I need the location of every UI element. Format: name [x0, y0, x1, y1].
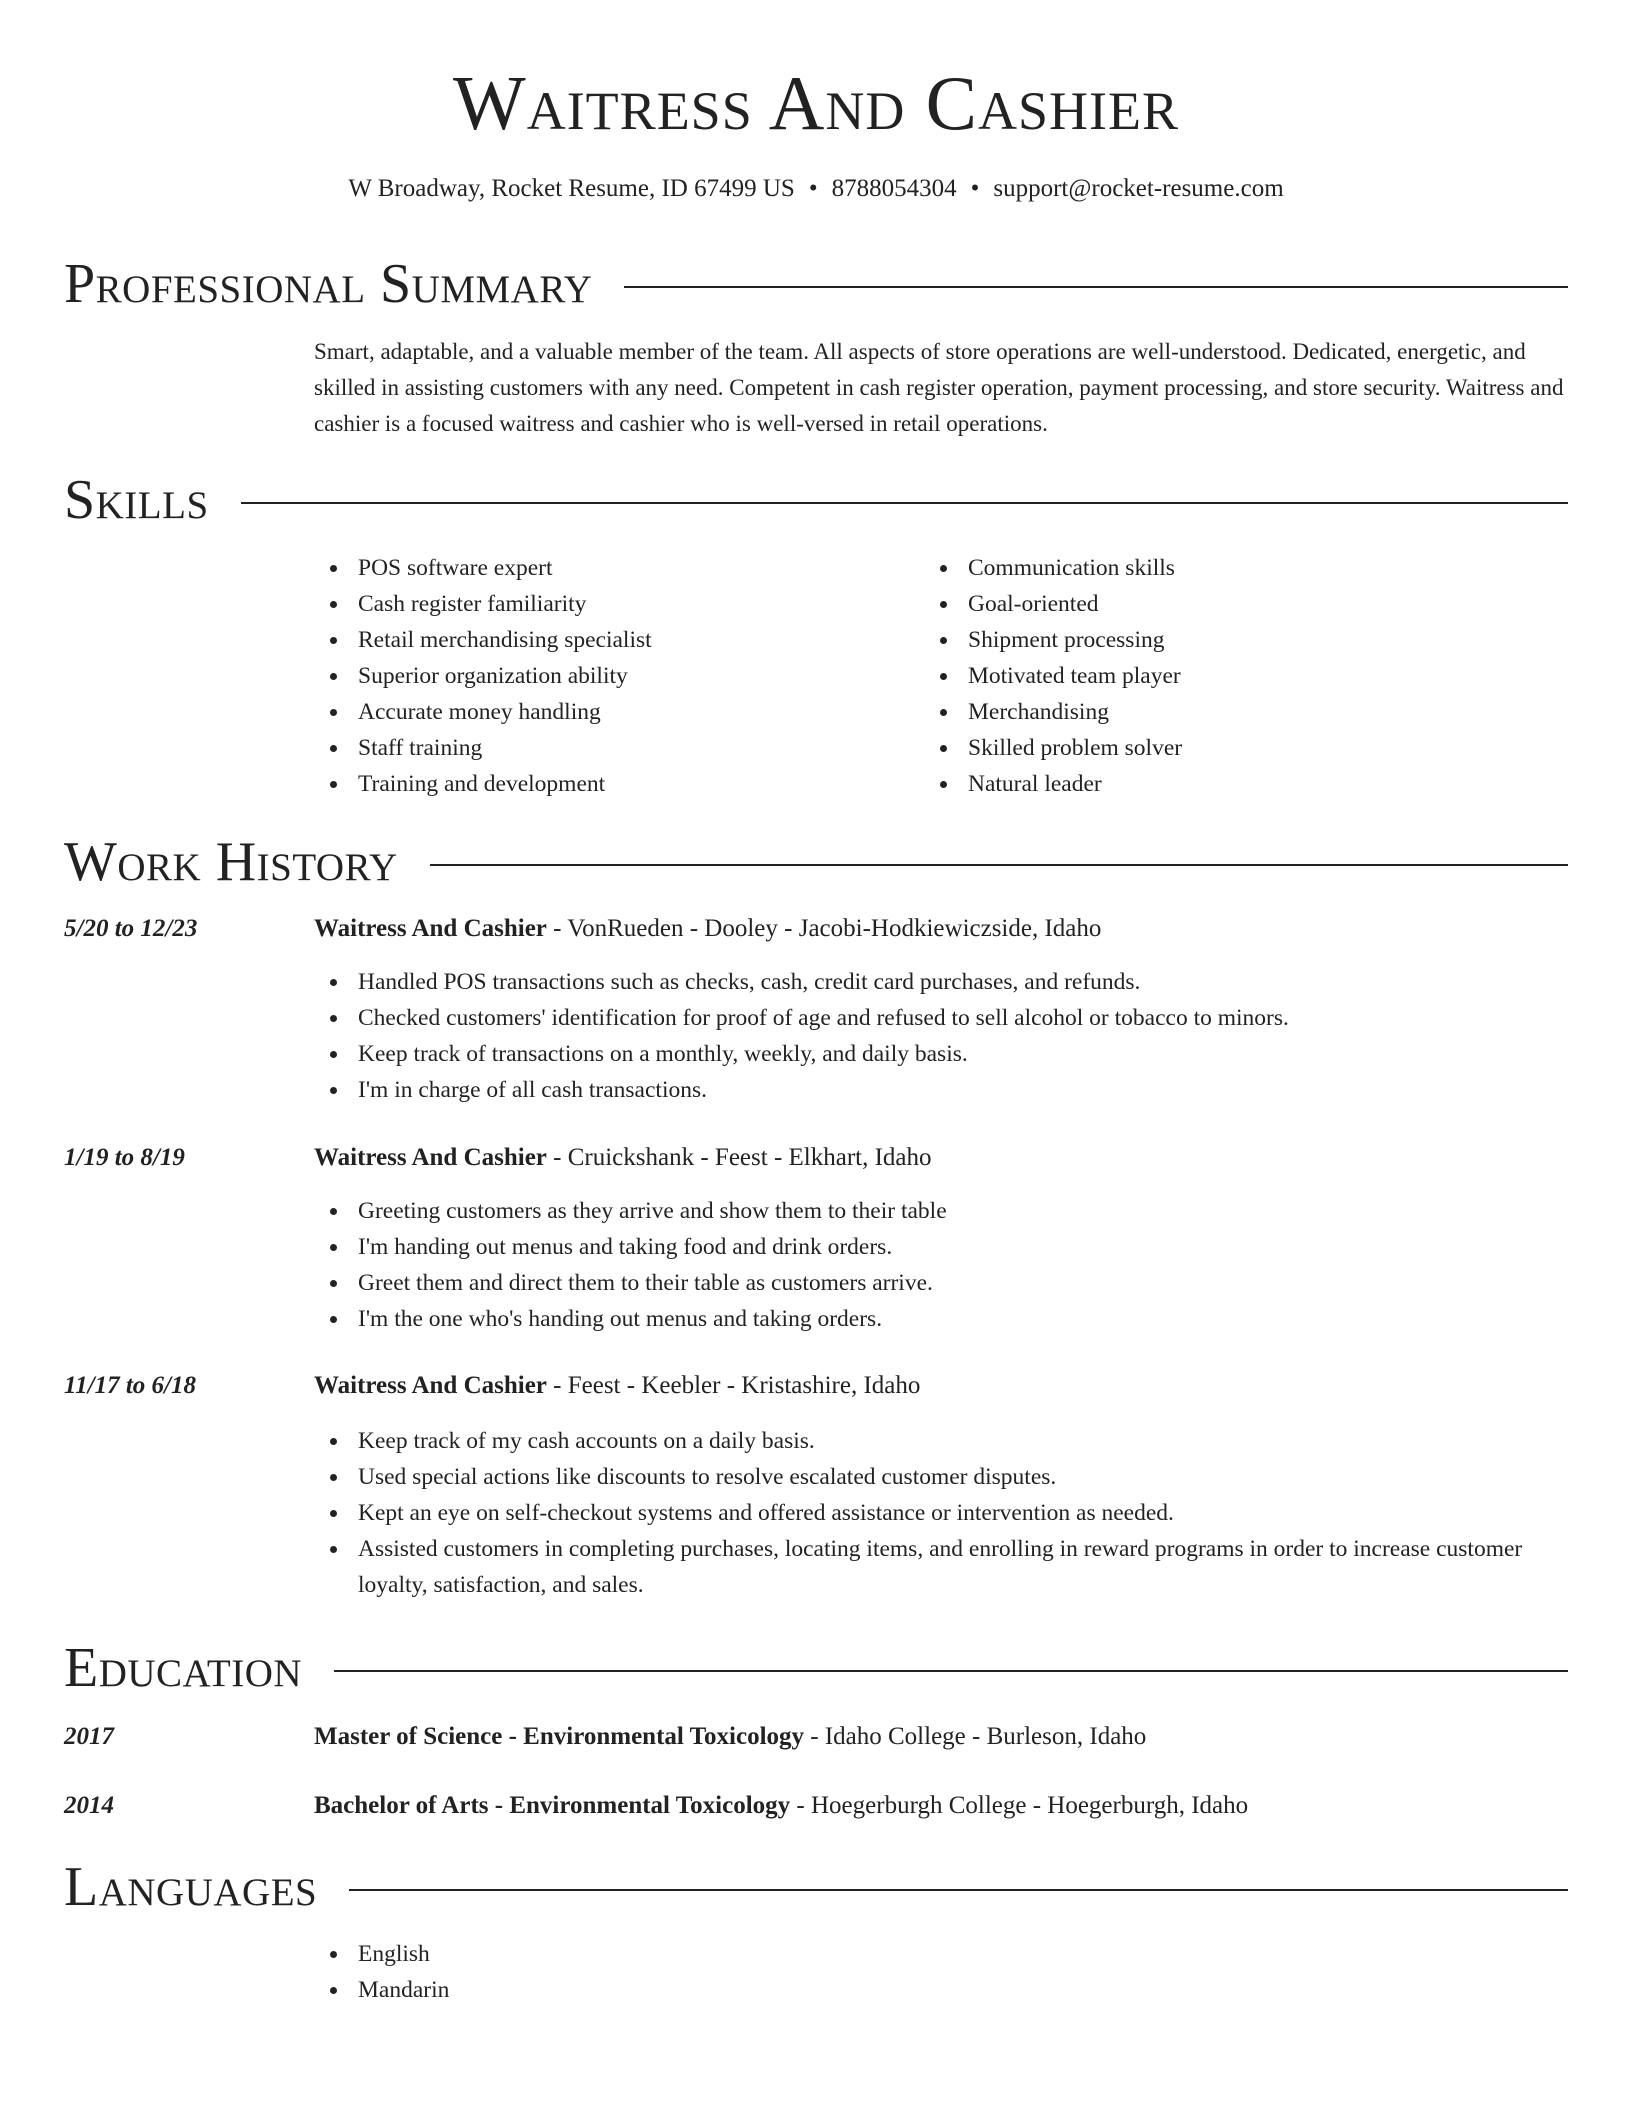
job-heading	[314, 912, 1568, 946]
job-bullet: I'm handing out menus and taking food and drink orders.	[314, 1229, 1568, 1265]
job-heading	[314, 1369, 1568, 1403]
job-bullet: Greeting customers as they arrive and show them to their table	[314, 1193, 1568, 1229]
job-dates: 1/19 to 8/19	[64, 1144, 185, 1171]
job-bullets	[314, 1423, 1568, 1603]
skill-item: Superior organization ability	[314, 658, 874, 694]
skill-item: Shipment processing	[924, 622, 1484, 658]
job-heading	[314, 1141, 1568, 1175]
skill-item: Training and development	[314, 766, 874, 802]
job-bullet: Greet them and direct them to their table as customers arrive.	[314, 1265, 1568, 1301]
skill-item: Merchandising	[924, 694, 1484, 730]
section-title: Languages	[64, 1856, 318, 1918]
education-entry	[314, 1720, 1568, 1754]
section-header-languages	[64, 1855, 1568, 1919]
skill-item: Goal-oriented	[924, 586, 1484, 622]
section-divider	[349, 1889, 1568, 1891]
education-entry	[314, 1789, 1568, 1823]
skill-item: Retail merchandising specialist	[314, 622, 874, 658]
skill-item: Motivated team player	[924, 658, 1484, 694]
job-dates: 5/20 to 12/23	[64, 915, 198, 942]
languages-list	[314, 1936, 914, 2008]
language-item: Mandarin	[314, 1972, 914, 2008]
contact-email: support@rocket-resume.com	[993, 175, 1284, 202]
job-employer: - VonRueden - Dooley - Jacobi-Hodkiewiczside, Idaho	[546, 915, 1102, 942]
job-role: Waitress And Cashier	[314, 1144, 547, 1171]
skills-list-right	[924, 550, 1484, 802]
skill-item: Cash register familiarity	[314, 586, 874, 622]
section-header-summary	[64, 252, 1568, 316]
job-bullets	[314, 1193, 1568, 1337]
job-employer: - Feest - Keebler - Kristashire, Idaho	[546, 1372, 921, 1399]
section-title: Work History	[64, 831, 398, 893]
job-bullets	[314, 964, 1568, 1108]
section-divider	[241, 502, 1568, 504]
skill-item: Natural leader	[924, 766, 1484, 802]
section-header-skills	[64, 468, 1568, 532]
skill-item: Accurate money handling	[314, 694, 874, 730]
job-dates: 11/17 to 6/18	[64, 1372, 196, 1399]
education-degree: Master of Science - Environmental Toxicology	[314, 1723, 805, 1750]
job-bullet: Used special actions like discounts to resolve escalated customer disputes.	[314, 1459, 1568, 1495]
section-divider	[624, 286, 1568, 288]
job-employer: - Cruickshank - Feest - Elkhart, Idaho	[546, 1144, 932, 1171]
section-divider	[334, 1670, 1568, 1672]
section-header-work-history	[64, 830, 1568, 894]
language-item: English	[314, 1936, 914, 1972]
education-school: - Idaho College - Burleson, Idaho	[804, 1723, 1147, 1750]
resume-name: Waitress And Cashier	[453, 60, 1179, 146]
contact-line	[0, 172, 1632, 206]
job-bullet: Keep track of my cash accounts on a daily basis.	[314, 1423, 1568, 1459]
job-bullet: Checked customers' identification for proof of age and refused to sell alcohol or tobacco to minors.	[314, 1000, 1568, 1036]
education-degree: Bachelor of Arts - Environmental Toxicology	[314, 1792, 791, 1819]
job-bullet: I'm the one who's handing out menus and taking orders.	[314, 1301, 1568, 1337]
contact-address: W Broadway, Rocket Resume, ID 67499 US	[348, 175, 795, 202]
education-year: 2017	[64, 1723, 114, 1750]
job-bullet: Assisted customers in completing purchases, locating items, and enrolling in reward programs in order to increase customer loyalty, satisfaction, and sales.	[314, 1531, 1568, 1603]
job-bullet: I'm in charge of all cash transactions.	[314, 1072, 1568, 1108]
job-bullet: Keep track of transactions on a monthly, weekly, and daily basis.	[314, 1036, 1568, 1072]
skill-item: Communication skills	[924, 550, 1484, 586]
section-divider	[430, 864, 1568, 866]
summary-text: Smart, adaptable, and a valuable member of the team. All aspects of store operations are well-understood. Dedicated, energetic, and skilled in assisting customers with any need. Competent in cash register operation, payment processing, and store security. Waitress and cashier is a focused waitress and cashier who is well-versed in retail operations.	[314, 339, 1564, 436]
job-role: Waitress And Cashier	[314, 1372, 547, 1399]
education-year: 2014	[64, 1792, 114, 1819]
skill-item: Skilled problem solver	[924, 730, 1484, 766]
education-school: - Hoegerburgh College - Hoegerburgh, Idaho	[790, 1792, 1249, 1819]
contact-separator: •	[970, 175, 980, 202]
contact-separator: •	[808, 175, 818, 202]
job-bullet: Handled POS transactions such as checks, cash, credit card purchases, and refunds.	[314, 964, 1568, 1000]
job-role: Waitress And Cashier	[314, 915, 547, 942]
skill-item: POS software expert	[314, 550, 874, 586]
skill-item: Staff training	[314, 730, 874, 766]
job-bullet: Kept an eye on self-checkout systems and offered assistance or intervention as needed.	[314, 1495, 1568, 1531]
section-title: Education	[64, 1637, 303, 1699]
section-header-education	[64, 1636, 1568, 1700]
section-title: Skills	[64, 469, 209, 531]
contact-phone: 8788054304	[831, 175, 957, 202]
skills-list-left	[314, 550, 874, 802]
section-title: Professional Summary	[64, 253, 593, 315]
